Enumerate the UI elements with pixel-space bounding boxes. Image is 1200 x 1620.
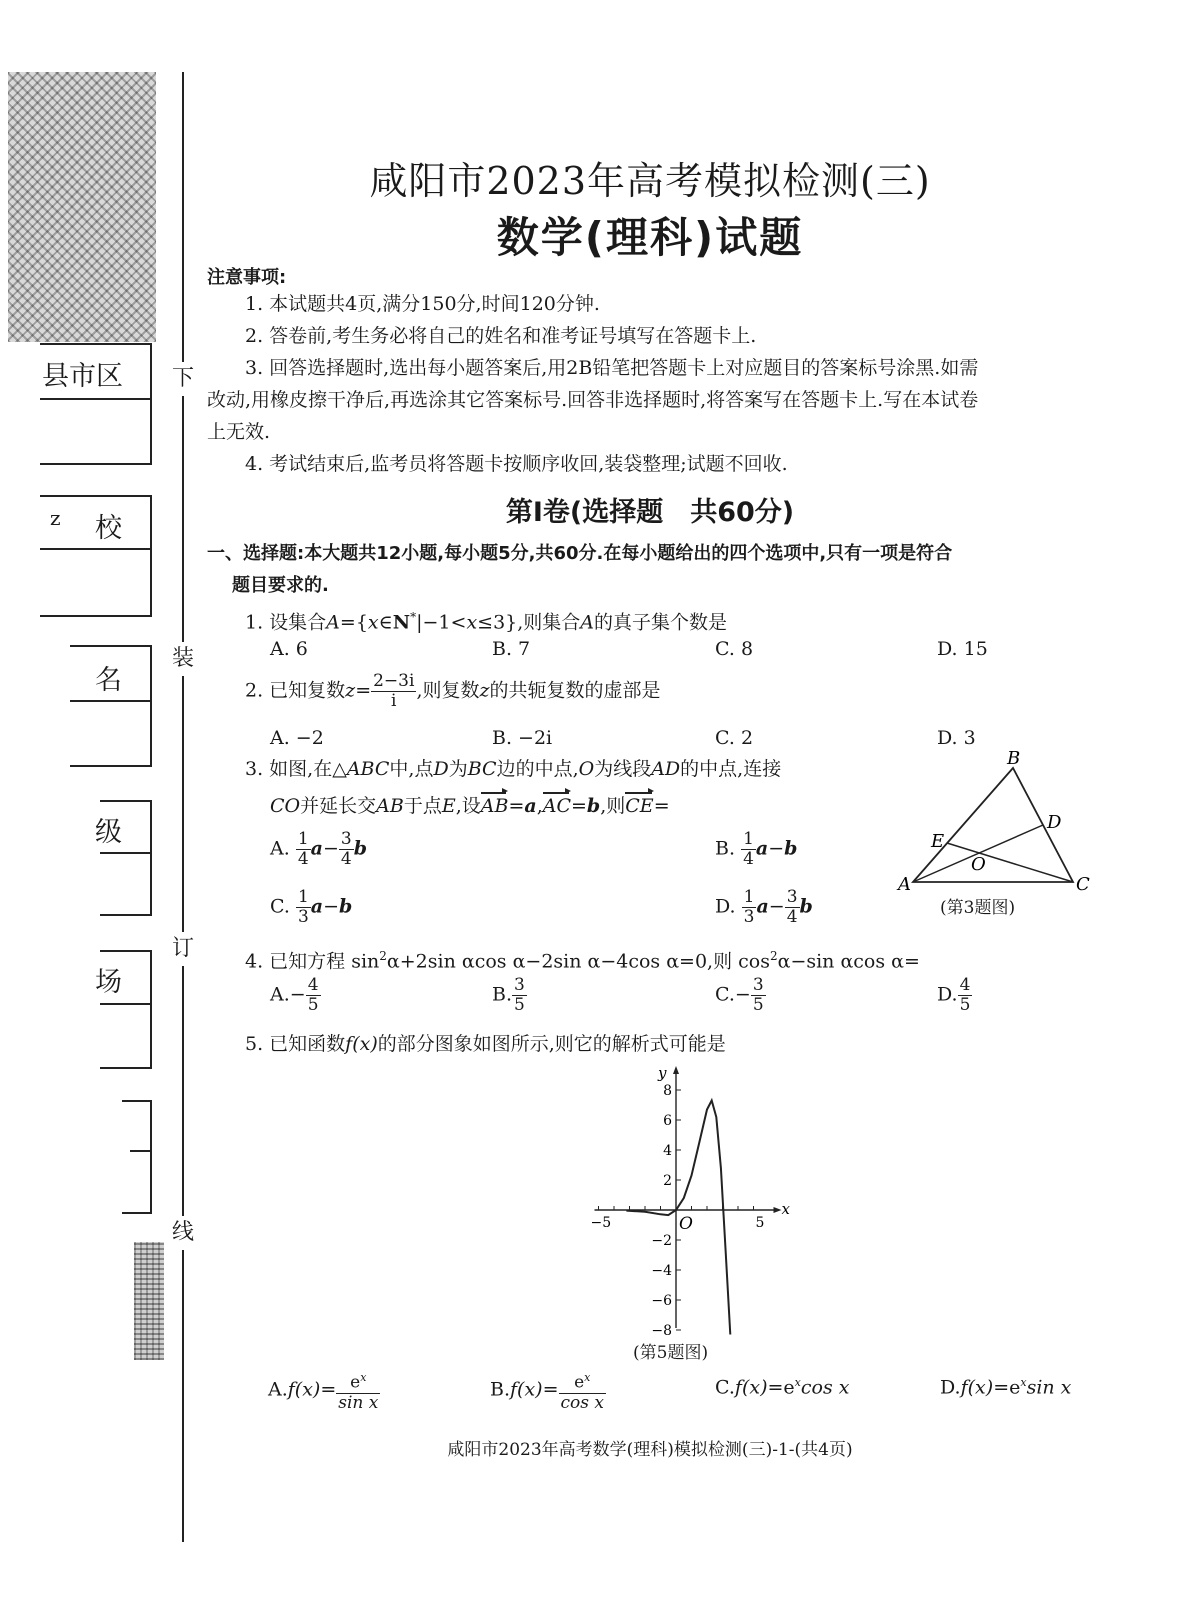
field-divider <box>100 1003 150 1005</box>
field-label-school: 校 <box>95 513 122 544</box>
q3-option-a[interactable]: A. $\frac{1}{4}$ a− $\frac{3}{4}$ b <box>270 829 367 869</box>
q4-option-a[interactable]: A.− $\frac{4}{5}$ <box>270 975 319 1015</box>
vector-ce: CE <box>625 790 653 822</box>
field-divider <box>40 398 150 400</box>
y-tick-label: 8 <box>663 1083 672 1099</box>
q2-option-d[interactable]: D. 3 <box>937 727 976 749</box>
origin-label: O <box>679 1214 693 1234</box>
field-divider <box>70 700 150 702</box>
q5-option-b[interactable]: B.f(x)= $\frac{e^x}{\text{cos x}}$ <box>490 1368 606 1413</box>
label-e: E <box>931 831 945 852</box>
field-label-partial: z <box>50 506 61 530</box>
field-label-county: 县市区 <box>42 361 123 392</box>
notice-item: 4. 考试结束后,监考员将答题卡按顺序收回,装袋整理;试题不回收. <box>245 453 788 475</box>
y-tick-label: 6 <box>663 1113 672 1129</box>
q5-option-c[interactable]: $C.f(x)=e^x\cos$ x <box>715 1376 850 1399</box>
q1-option-d[interactable]: D. 15 <box>937 638 988 660</box>
section-instruction: 一、选择题:本大题共12小题,每小题5分,共60分.在每小题给出的四个选项中,只有一项是符合 <box>207 543 953 564</box>
y-tick-label: 2 <box>663 1173 672 1189</box>
q5-function-graph <box>560 1058 800 1340</box>
field-divider <box>130 1150 150 1152</box>
q4-option-c[interactable]: C.− $\frac{3}{5}$ <box>715 975 764 1015</box>
section-instruction: 题目要求的. <box>232 575 329 596</box>
field-divider <box>100 852 150 854</box>
q3-triangle-figure <box>895 750 1095 895</box>
exam-subtitle: 数学(理科)试题 <box>496 213 804 262</box>
label-c: C <box>1076 874 1090 895</box>
y-tick-label: −6 <box>651 1293 672 1309</box>
field-label-class: 级 <box>95 817 122 848</box>
y-tick-label: −2 <box>651 1233 672 1249</box>
binding-pattern-small <box>134 1242 164 1360</box>
vector-ab: AB <box>481 790 509 822</box>
q5-option-a[interactable]: A.f(x)= $\frac{e^x}{\text{sin x}}$ <box>268 1368 380 1413</box>
notice-item: 上无效. <box>207 421 271 443</box>
q3-option-d[interactable]: D. $\frac{1}{3}$ a− $\frac{3}{4}$ b <box>715 887 813 927</box>
q4-option-d[interactable]: D. $\frac{4}{5}$ <box>937 975 971 1015</box>
page-footer: 咸阳市2023年高考数学(理科)模拟检测(三)-1-(共4页) <box>447 1440 853 1460</box>
binding-char-xian: 线 <box>168 1216 198 1250</box>
y-tick-label: −8 <box>651 1323 672 1339</box>
q1-option-a[interactable]: A. 6 <box>270 638 308 660</box>
label-b: B <box>1007 750 1021 769</box>
q2-option-a[interactable]: A. −2 <box>270 727 324 749</box>
question-5: 5. 已知函数f(x)的部分图象如图所示,则它的解析式可能是 <box>245 1033 726 1055</box>
q2-fraction: $\frac{2-3i}{i}$ <box>373 671 415 711</box>
label-d: D <box>1047 812 1062 833</box>
field-label-room: 场 <box>95 967 122 998</box>
question-1: 1. 设集合A={x∈N*|−1<x≤3},则集合A的真子集个数是 <box>245 610 728 634</box>
question-3-line1: 3. 如图,在△ABC中,点D为BC边的中点,O为线段AD的中点,连接 <box>245 758 782 780</box>
q2-option-c[interactable]: C. 2 <box>715 727 754 749</box>
q2-option-b[interactable]: B. −2i <box>492 727 553 749</box>
q4-option-b[interactable]: B. $\frac{3}{5}$ <box>492 975 525 1015</box>
notice-item: 改动,用橡皮擦干净后,再选涂其它答案标号.回答非选择题时,将答案写在答题卡上.写在本试卷 <box>207 389 979 411</box>
y-tick-label: −4 <box>651 1263 672 1279</box>
exam-title: 咸阳市2023年高考模拟检测(三) <box>369 159 931 203</box>
question-4: 4. 已知方程 $\sin^2\alpha+2\sin$ αcos α−2sin α−4cos α=0,则 $\cos^2\alpha-\sin$ αcos α= <box>245 949 920 973</box>
y-tick-label: 4 <box>663 1143 672 1159</box>
notice-item: 3. 回答选择题时,选出每小题答案后,用2B铅笔把答题卡上对应题目的答案标号涂黑.如需 <box>245 357 979 379</box>
notice-heading: 注意事项: <box>207 267 287 288</box>
field-label-name: 名 <box>95 665 122 696</box>
binding-char-zhuang: 装 <box>168 642 198 676</box>
binding-line <box>182 72 184 1542</box>
binding-char-ding: 订 <box>168 932 198 966</box>
segment-ce <box>947 843 1073 882</box>
section-title: 第Ⅰ卷(选择题 共60分) <box>505 497 795 528</box>
vector-ac: AC <box>543 790 571 822</box>
notice-item: 2. 答卷前,考生务必将自己的姓名和准考证号填写在答题卡上. <box>245 325 757 347</box>
q3-option-c[interactable]: C. $\frac{1}{3}$ a−b <box>270 887 353 927</box>
q3-figure-caption: (第3题图) <box>940 898 1016 918</box>
label-o: O <box>971 854 986 875</box>
q1-option-c[interactable]: C. 8 <box>715 638 754 660</box>
field-divider <box>40 548 150 550</box>
binding-char-xia: 下 <box>168 362 198 396</box>
q3-option-b[interactable]: B. $\frac{1}{4}$ a−b <box>715 829 798 869</box>
question-3-line2: CO并延长交AB于点E,设AB=a,AC=b,则CE= <box>270 790 670 822</box>
y-axis-label: y <box>658 1064 667 1082</box>
x-axis-label: x <box>781 1200 790 1218</box>
question-2: 2. 已知复数z= $\frac{2-3i}{i}$ ,则复数z的共轭复数的虚部是 <box>245 671 661 711</box>
notice-item: 1. 本试题共4页,满分150分,时间120分钟. <box>245 293 600 315</box>
x-axis-arrow <box>774 1207 782 1213</box>
x-tick-label: 5 <box>755 1215 765 1231</box>
y-axis-arrow <box>673 1066 679 1074</box>
q1-option-b[interactable]: B. 7 <box>492 638 531 660</box>
label-a: A <box>898 874 911 895</box>
q5-figure-caption: (第5题图) <box>633 1343 709 1363</box>
q5-option-d[interactable]: $D.f(x)=e^x\sin$ x <box>940 1376 1072 1399</box>
field-box-seat[interactable] <box>122 1100 152 1214</box>
x-tick-label: −5 <box>590 1215 612 1231</box>
